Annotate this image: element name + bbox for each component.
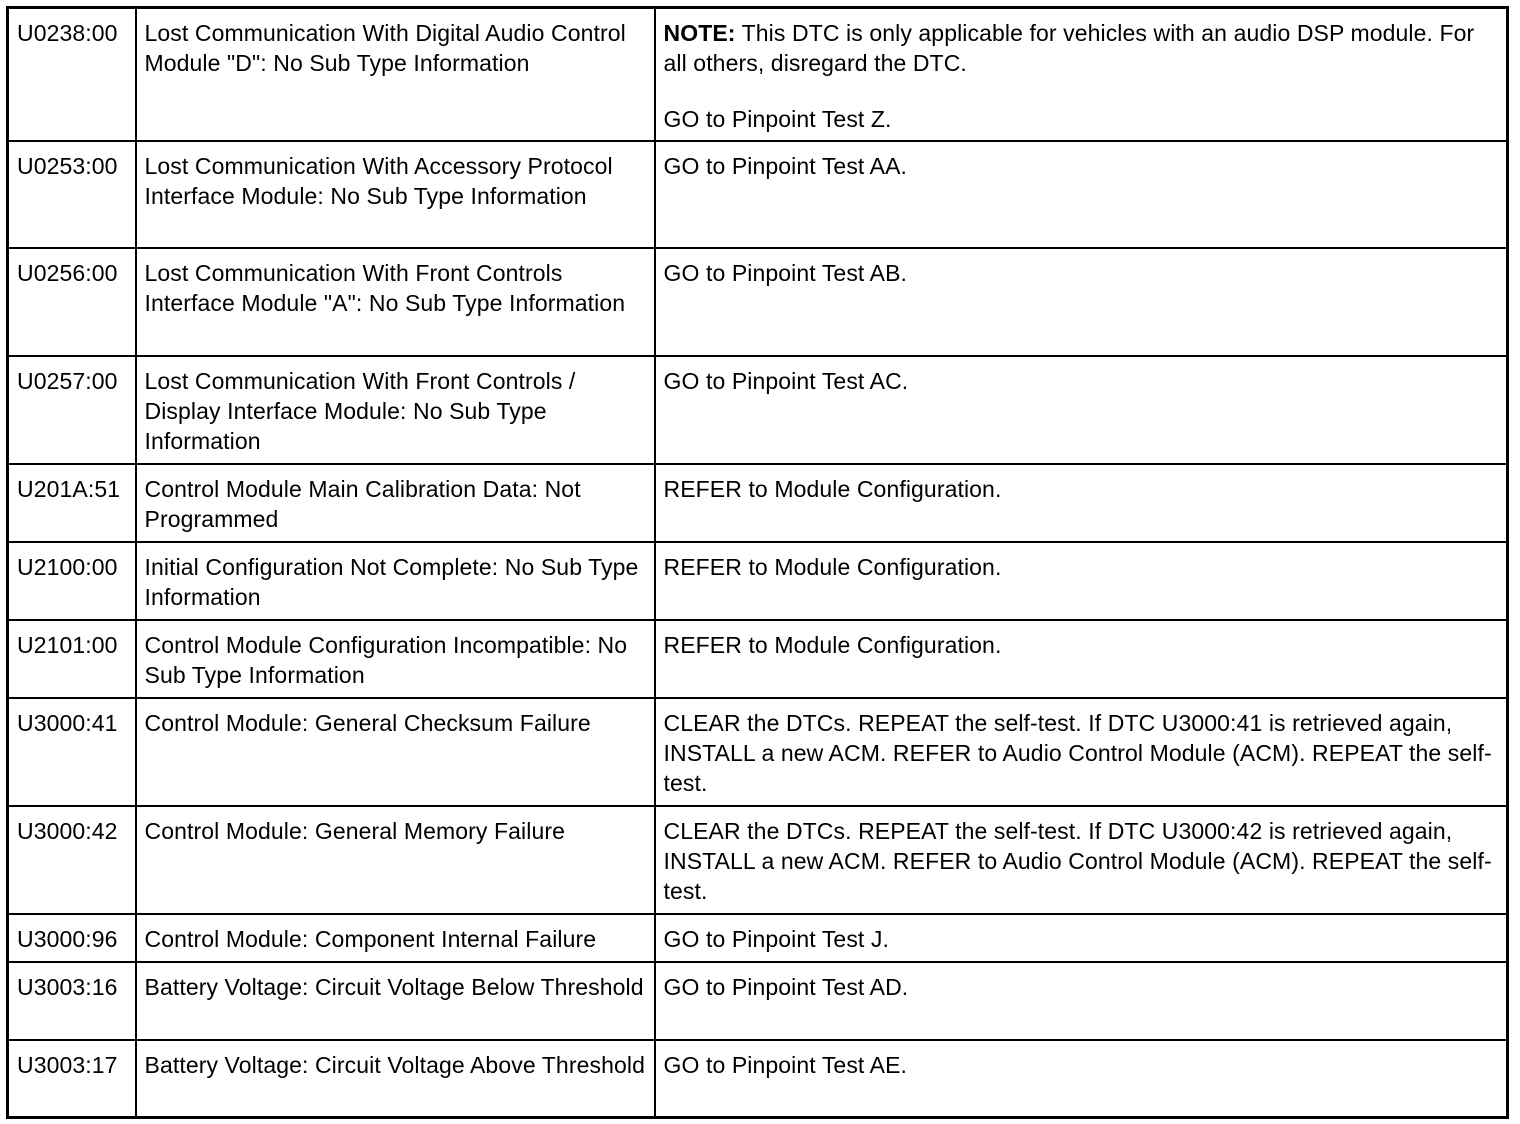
dtc-code: U0257:00 xyxy=(8,356,136,464)
dtc-description: Battery Voltage: Circuit Voltage Above Threshold xyxy=(136,1040,655,1118)
dtc-action: CLEAR the DTCs. REPEAT the self-test. If DTC U3000:42 is retrieved again, INSTALL a new ACM. REFER to Audio Control Module (ACM). REPEAT the self-test. xyxy=(655,806,1508,914)
table-row xyxy=(8,806,1508,914)
table-row xyxy=(8,248,1508,356)
dtc-action: GO to Pinpoint Test AC. xyxy=(655,356,1508,464)
action-text: GO to Pinpoint Test Z. xyxy=(663,106,892,132)
table-row xyxy=(8,698,1508,806)
note-label: NOTE: xyxy=(663,20,736,46)
table-row xyxy=(8,620,1508,698)
dtc-code: U0238:00 xyxy=(8,8,136,141)
dtc-description: Lost Communication With Front Controls / Display Interface Module: No Sub Type Information xyxy=(136,356,655,464)
dtc-action xyxy=(655,8,1508,141)
table-row xyxy=(8,356,1508,464)
dtc-description: Lost Communication With Accessory Protocol Interface Module: No Sub Type Information xyxy=(136,141,655,248)
dtc-description: Lost Communication With Front Controls Interface Module "A": No Sub Type Information xyxy=(136,248,655,356)
table-row xyxy=(8,141,1508,248)
dtc-code: U201A:51 xyxy=(8,464,136,542)
note-paragraph xyxy=(664,18,1499,78)
dtc-code: U2100:00 xyxy=(8,542,136,620)
dtc-description: Control Module Main Calibration Data: Not Programmed xyxy=(136,464,655,542)
dtc-action: GO to Pinpoint Test AB. xyxy=(655,248,1508,356)
dtc-action: GO to Pinpoint Test AA. xyxy=(655,141,1508,248)
dtc-action: GO to Pinpoint Test AE. xyxy=(655,1040,1508,1118)
table-row xyxy=(8,962,1508,1040)
note-text: This DTC is only applicable for vehicles with an audio DSP module. For all others, disregard the DTC. xyxy=(663,20,1475,76)
dtc-code: U3000:41 xyxy=(8,698,136,806)
dtc-action: REFER to Module Configuration. xyxy=(655,542,1508,620)
dtc-action: REFER to Module Configuration. xyxy=(655,464,1508,542)
dtc-description: Control Module: Component Internal Failure xyxy=(136,914,655,962)
table-row xyxy=(8,1040,1508,1118)
dtc-description: Lost Communication With Digital Audio Control Module "D": No Sub Type Information xyxy=(136,8,655,141)
dtc-action: GO to Pinpoint Test AD. xyxy=(655,962,1508,1040)
dtc-code: U0256:00 xyxy=(8,248,136,356)
dtc-description: Control Module Configuration Incompatible: No Sub Type Information xyxy=(136,620,655,698)
table-row xyxy=(8,542,1508,620)
table-row xyxy=(8,464,1508,542)
dtc-code: U2101:00 xyxy=(8,620,136,698)
dtc-description: Control Module: General Memory Failure xyxy=(136,806,655,914)
dtc-action: GO to Pinpoint Test J. xyxy=(655,914,1508,962)
table-row xyxy=(8,914,1508,962)
dtc-code: U3000:42 xyxy=(8,806,136,914)
dtc-action: REFER to Module Configuration. xyxy=(655,620,1508,698)
dtc-description: Battery Voltage: Circuit Voltage Below Threshold xyxy=(136,962,655,1040)
dtc-code: U3003:16 xyxy=(8,962,136,1040)
dtc-code: U3000:96 xyxy=(8,914,136,962)
dtc-table xyxy=(6,6,1509,1119)
dtc-code: U0253:00 xyxy=(8,141,136,248)
dtc-description: Initial Configuration Not Complete: No Sub Type Information xyxy=(136,542,655,620)
table-row xyxy=(8,8,1508,141)
dtc-code: U3003:17 xyxy=(8,1040,136,1118)
dtc-action: CLEAR the DTCs. REPEAT the self-test. If DTC U3000:41 is retrieved again, INSTALL a new ACM. REFER to Audio Control Module (ACM). REPEAT the self-test. xyxy=(655,698,1508,806)
dtc-description: Control Module: General Checksum Failure xyxy=(136,698,655,806)
